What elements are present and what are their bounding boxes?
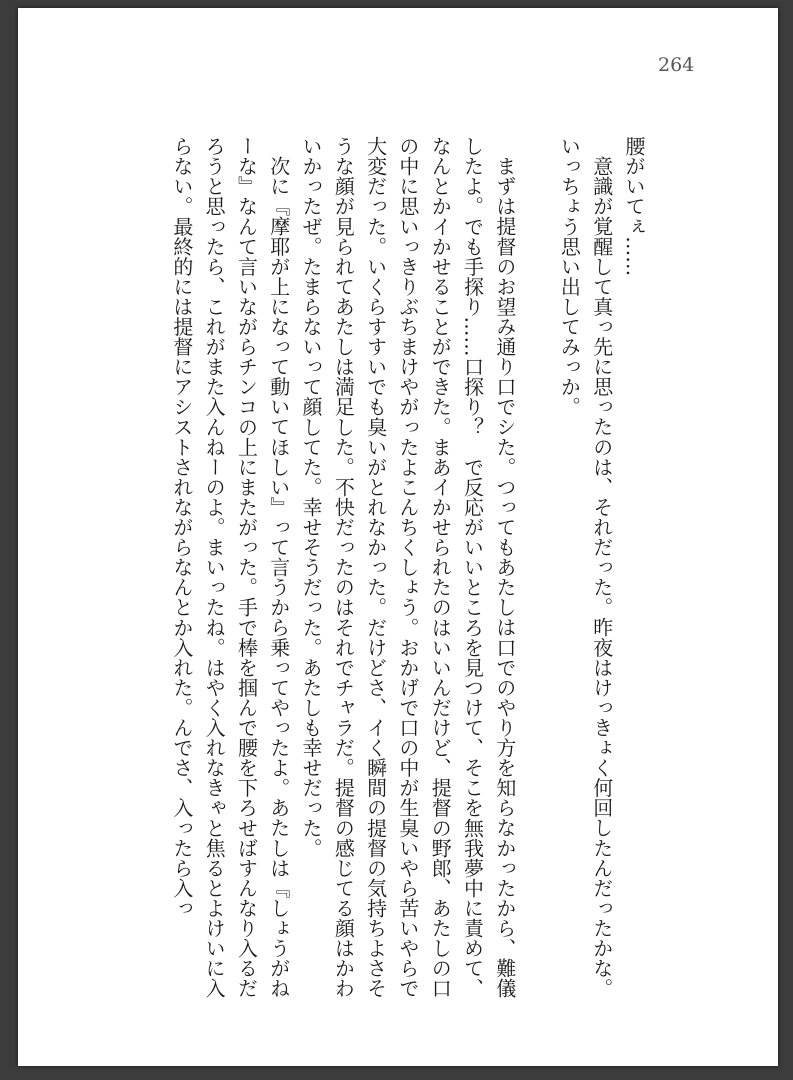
vertical-body-text xyxy=(150,136,650,1016)
paragraph: 次に『摩耶が上になって動いてほしい』って言うから乗ってやったよ。あたしは『しょうがねーな』なんて言いながらチンコの上にまたがった。手で棒を掴んで腰を下ろせばすんなり入るだろうと思ったら、これがまた入んねーのよ。まいったね。はやく入れなきゃと焦るとよけいに入らない。最終的には提督にアシストされながらなんとか入れた。んでさ、入ったら入っ xyxy=(169,136,291,999)
paragraph: 意識が覚醒して真っ先に思ったのは、それだった。昨夜はけっきょく何回したんだったかな。いっちょう思い出してみっか。 xyxy=(557,136,614,999)
page-number: 264 xyxy=(658,54,695,76)
paragraph-heading: 腰がいてぇ…… xyxy=(622,136,646,277)
blank-line xyxy=(521,136,553,1016)
paragraph: まずは提督のお望み通り口でシた。つってもあたしは口でのやり方を知らなかったから、難儀したよ。でも手探り……口探り？ で反応がいいところを見つけて、そこを無我夢中に責めて、なんとかイかせることができた。まあイかせられたのはいいんだけど、提督の野郎、あたしの口の中に思いっきりぶちまけやがったよこんちくしょう。おかげで口の中が生臭いやら苦いやらで大変だった。いくらすすいでも臭いがとれなかった。だけどさ、イく瞬間の提督の気持ちよさそうな顔が見られてあたしは満足した。不快だったのはそれでチャラだ。提督の感じてる顔はかわいかったぜ。たまらないって顔してた。幸せそうだった。あたしも幸せだった。 xyxy=(299,136,517,999)
book-page xyxy=(18,8,778,1066)
